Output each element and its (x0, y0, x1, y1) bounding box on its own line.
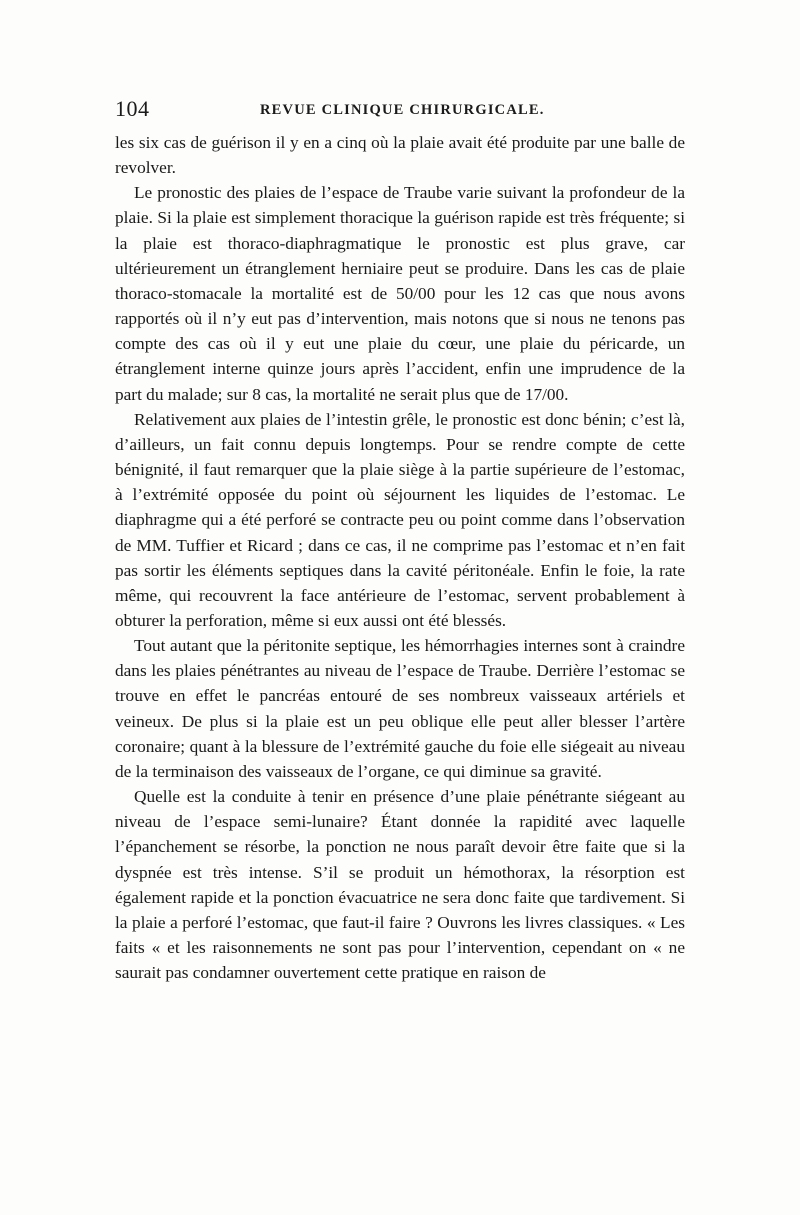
paragraph-5: Quelle est la conduite à tenir en présence d’une plaie pénétrante siégeant au niveau de l’espace semi-lunaire? Étant donnée la rapidité avec laquelle l’épanchement se résorbe, la ponction ne nous paraît devoir être faite que si la dyspnée est très intense. S’il se produit un hémothorax, la résorption est également rapide et la ponction évacuatrice ne sera donc faite que tardivement. Si la plaie a perforé l’estomac, que faut-il faire ? Ouvrons les livres classiques. « Les faits « et les raisonnements ne sont pas pour l’intervention, cependant on « ne saurait pas condamner ouvertement cette pratique en raison de (115, 787, 685, 983)
paragraph-2: Le pronostic des plaies de l’espace de Traube varie suivant la profondeur de la plaie. Si la plaie est simplement thoracique la guérison rapide est très fréquente; si la plaie est thoraco-diaphragmatique le pronostic est plus grave, car ultérieurement un étranglement herniaire peut se produire. Dans les cas de plaie thoraco-stomacale la mortalité est de 50/00 pour les 12 cas que nous avons rapportés où il n’y eut pas d’intervention, mais notons que si nous ne tenons pas compte des cas où il y eut une plaie du cœur, une plaie du péricarde, un étranglement interne quinze jours après l’accident, enfin une imprudence de la part du malade; sur 8 cas, la mortalité ne serait plus que de 17/00. (115, 183, 685, 404)
running-title: REVUE CLINIQUE CHIRURGICALE. (260, 102, 545, 118)
paragraph-1: les six cas de guérison il y en a cinq où la plaie avait été produite par une balle de revolver. (115, 133, 685, 178)
body-text (115, 130, 685, 985)
paragraph-3: Relativement aux plaies de l’intestin grêle, le pronostic est donc bénin; c’est là, d’ailleurs, un fait connu depuis longtemps. Pour se rendre compte de cette bénignité, il faut remarquer que la plaie siège à la partie supérieure de l’estomac, à l’extrémité opposée du point où séjournent les liquides de l’estomac. Le diaphragme qui a été perforé se contracte peu ou point comme dans l’observation de MM. Tuffier et Ricard ; dans ce cas, il ne comprime pas l’estomac et n’en fait pas sortir les éléments septiques dans la cavité péritonéale. Enfin le foie, la rate même, qui recouvrent la face antérieure de l’estomac, servent probablement à obturer la perforation, même si eux aussi ont été blessés. (115, 409, 685, 630)
page-header (115, 96, 685, 124)
paragraph-4: Tout autant que la péritonite septique, les hémorrhagies internes sont à craindre dans les plaies pénétrantes au niveau de l’espace de Traube. Derrière l’estomac se trouve en effet le pancréas entouré de ses nombreux vaisseaux artériels et veineux. De plus si la plaie est un peu oblique elle peut aller blesser l’artère coronaire; quant à la blessure de l’extrémité gauche du foie elle siégeait au niveau de la terminaison des vaisseaux de l’organe, ce qui diminue sa gravité. (115, 636, 685, 781)
page-number: 104 (115, 96, 150, 121)
